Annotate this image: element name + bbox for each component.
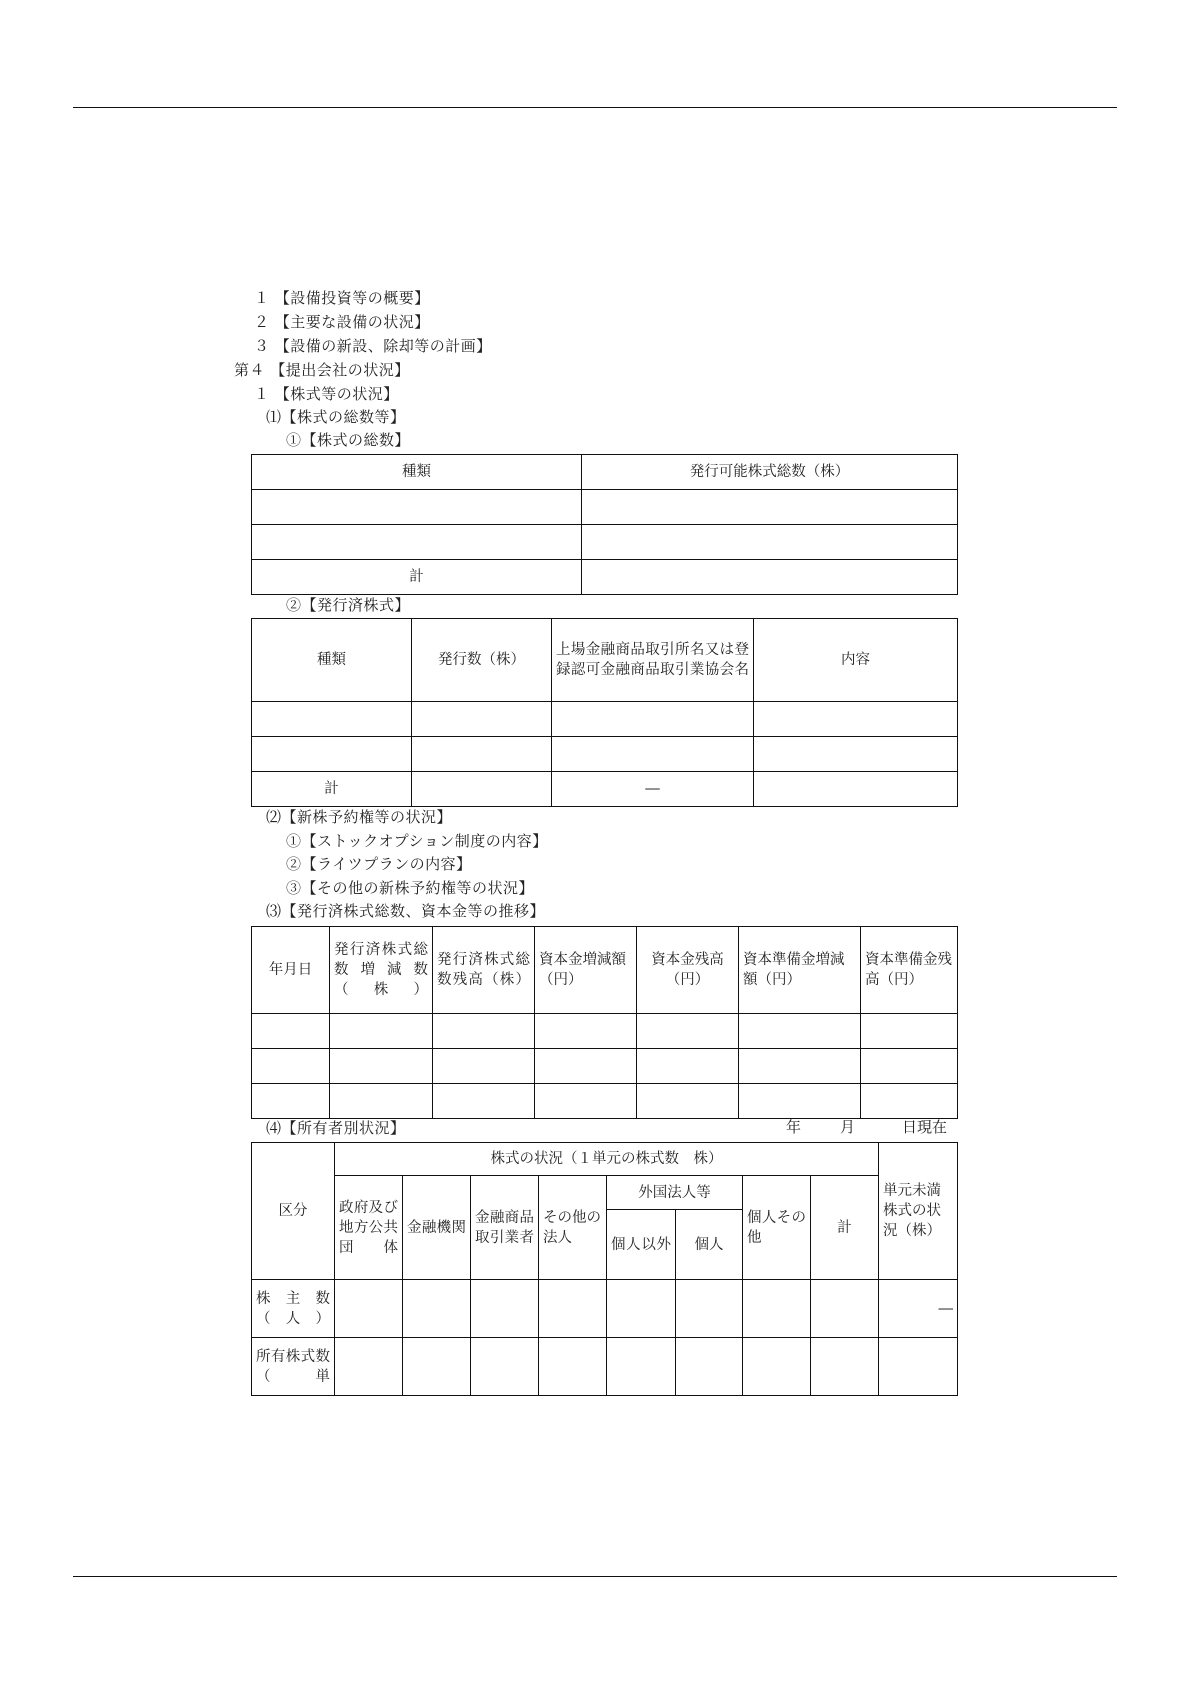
table-cell <box>403 1280 471 1338</box>
outline-item-1: １ 【設備投資等の概要】 <box>254 289 430 307</box>
outline-item-3: ３ 【設備の新設、除却等の計画】 <box>254 337 492 355</box>
outline-item-2: ２ 【主要な設備の状況】 <box>254 313 430 331</box>
table-cell <box>637 1049 739 1084</box>
header-financial-institution: 金融機関 <box>403 1176 471 1280</box>
issued-shares-table <box>251 618 958 807</box>
total-value <box>582 560 958 595</box>
table-cell <box>535 1049 637 1084</box>
table-cell <box>607 1338 676 1396</box>
table-row <box>252 490 958 525</box>
header-foreign-individual: 個人 <box>676 1210 743 1280</box>
table-row <box>252 1338 958 1396</box>
table-cell <box>754 772 958 807</box>
total-row <box>252 772 958 807</box>
table-cell <box>252 702 412 737</box>
as-of-day: 日現在 <box>902 1118 948 1136</box>
table-cell <box>412 772 552 807</box>
ownership-table <box>251 1142 958 1396</box>
table-cell <box>335 1280 403 1338</box>
table-cell <box>582 525 958 560</box>
table-row <box>252 1014 958 1049</box>
total-row <box>252 560 958 595</box>
table-row <box>252 525 958 560</box>
table-cell <box>330 1014 433 1049</box>
total-label: 計 <box>252 772 412 807</box>
table-cell <box>535 1014 637 1049</box>
table-cell <box>552 737 754 772</box>
table-cell <box>433 1084 535 1119</box>
table-cell <box>252 1049 330 1084</box>
table-cell <box>607 1280 676 1338</box>
section-stock-acquisition-rights: ⑵【新株予約権等の状況】 <box>266 808 453 826</box>
header-type: 種類 <box>252 619 412 702</box>
capital-history-table <box>251 926 958 1119</box>
table-cell <box>412 702 552 737</box>
header-content: 内容 <box>754 619 958 702</box>
table-cell <box>582 490 958 525</box>
section-rights-plan: ②【ライツプランの内容】 <box>286 855 472 873</box>
row-label-shareholders: 株主数（人） <box>252 1280 335 1338</box>
table-cell <box>739 1049 861 1084</box>
header-foreign: 外国法人等 <box>607 1176 743 1210</box>
table-cell <box>637 1084 739 1119</box>
table-cell <box>676 1280 743 1338</box>
header-reserve-change: 資本準備金増減額（円） <box>739 927 861 1014</box>
table-cell <box>433 1014 535 1049</box>
dash-cell: ― <box>552 772 754 807</box>
header-foreign-non-individual: 個人以外 <box>607 1210 676 1280</box>
header-authorized-total: 発行可能株式総数（株） <box>582 455 958 490</box>
section-stock-option: ①【ストックオプション制度の内容】 <box>286 832 548 850</box>
table-cell <box>330 1049 433 1084</box>
header-capital-change: 資本金増減額（円） <box>535 927 637 1014</box>
dash-cell: ― <box>879 1280 958 1338</box>
authorized-shares-table <box>251 454 958 595</box>
header-individual-other: 個人その他 <box>743 1176 811 1280</box>
as-of-year: 年 <box>786 1118 802 1136</box>
outline-item-share-count: ①【株式の総数】 <box>286 431 411 449</box>
header-rule <box>73 107 1117 108</box>
table-cell <box>403 1338 471 1396</box>
header-category: 区分 <box>252 1143 335 1280</box>
table-cell <box>676 1338 743 1396</box>
chapter-heading: 第４ 【提出会社の状況】 <box>234 361 410 379</box>
header-securities-firm: 金融商品取引業者 <box>471 1176 539 1280</box>
outline-item-stock: １ 【株式等の状況】 <box>254 385 399 403</box>
table-cell <box>539 1338 607 1396</box>
header-capital-balance: 資本金残高（円） <box>637 927 739 1014</box>
section-other-rights: ③【その他の新株予約権等の状況】 <box>286 879 535 897</box>
table-cell <box>861 1014 958 1049</box>
header-unit-less: 単元未満株式の状況（株） <box>879 1143 958 1280</box>
table-cell <box>637 1014 739 1049</box>
table-row <box>252 737 958 772</box>
table-cell <box>535 1084 637 1119</box>
table-cell <box>335 1338 403 1396</box>
header-share-change: 発行済株式総数増減数（株） <box>330 927 433 1014</box>
as-of-month: 月 <box>840 1118 856 1136</box>
header-other-corporation: その他の法人 <box>539 1176 607 1280</box>
header-type: 種類 <box>252 455 582 490</box>
header-reserve-balance: 資本準備金残高（円） <box>861 927 958 1014</box>
table-cell <box>539 1280 607 1338</box>
table-cell <box>743 1338 811 1396</box>
section-capital-history: ⑶【発行済株式総数、資本金等の推移】 <box>266 902 546 920</box>
header-exchange: 上場金融商品取引所名又は登録認可金融商品取引業協会名 <box>552 619 754 702</box>
section-ownership: ⑷【所有者別状況】 <box>266 1119 406 1137</box>
table-cell <box>252 737 412 772</box>
outline-item-total-shares: ⑴【株式の総数等】 <box>266 408 406 426</box>
header-issued-count: 発行数（株） <box>412 619 552 702</box>
footer-rule <box>73 1576 1117 1577</box>
table-cell <box>252 525 582 560</box>
header-government: 政府及び地方公共団体 <box>335 1176 403 1280</box>
header-share-status: 株式の状況（１単元の株式数 株） <box>335 1143 879 1176</box>
table-cell <box>471 1280 539 1338</box>
header-date: 年月日 <box>252 927 330 1014</box>
header-total: 計 <box>811 1176 879 1280</box>
table-cell <box>412 737 552 772</box>
table-cell <box>811 1338 879 1396</box>
table-cell <box>433 1049 535 1084</box>
table-cell <box>330 1084 433 1119</box>
row-label-shares-held: 所有株式数（単 <box>252 1338 335 1396</box>
table-cell <box>754 737 958 772</box>
table-cell <box>879 1338 958 1396</box>
table-cell <box>754 702 958 737</box>
table-cell <box>739 1014 861 1049</box>
section-issued-shares: ②【発行済株式】 <box>286 596 411 614</box>
table-row <box>252 1280 958 1338</box>
table-cell <box>471 1338 539 1396</box>
table-cell <box>252 1084 330 1119</box>
table-cell <box>252 490 582 525</box>
header-share-balance: 発行済株式総数残高（株） <box>433 927 535 1014</box>
table-cell <box>861 1084 958 1119</box>
table-row <box>252 1084 958 1119</box>
table-row <box>252 702 958 737</box>
table-cell <box>861 1049 958 1084</box>
table-cell <box>743 1280 811 1338</box>
table-cell <box>811 1280 879 1338</box>
table-cell <box>552 702 754 737</box>
total-label: 計 <box>252 560 582 595</box>
table-row <box>252 1049 958 1084</box>
table-cell <box>252 1014 330 1049</box>
table-cell <box>739 1084 861 1119</box>
